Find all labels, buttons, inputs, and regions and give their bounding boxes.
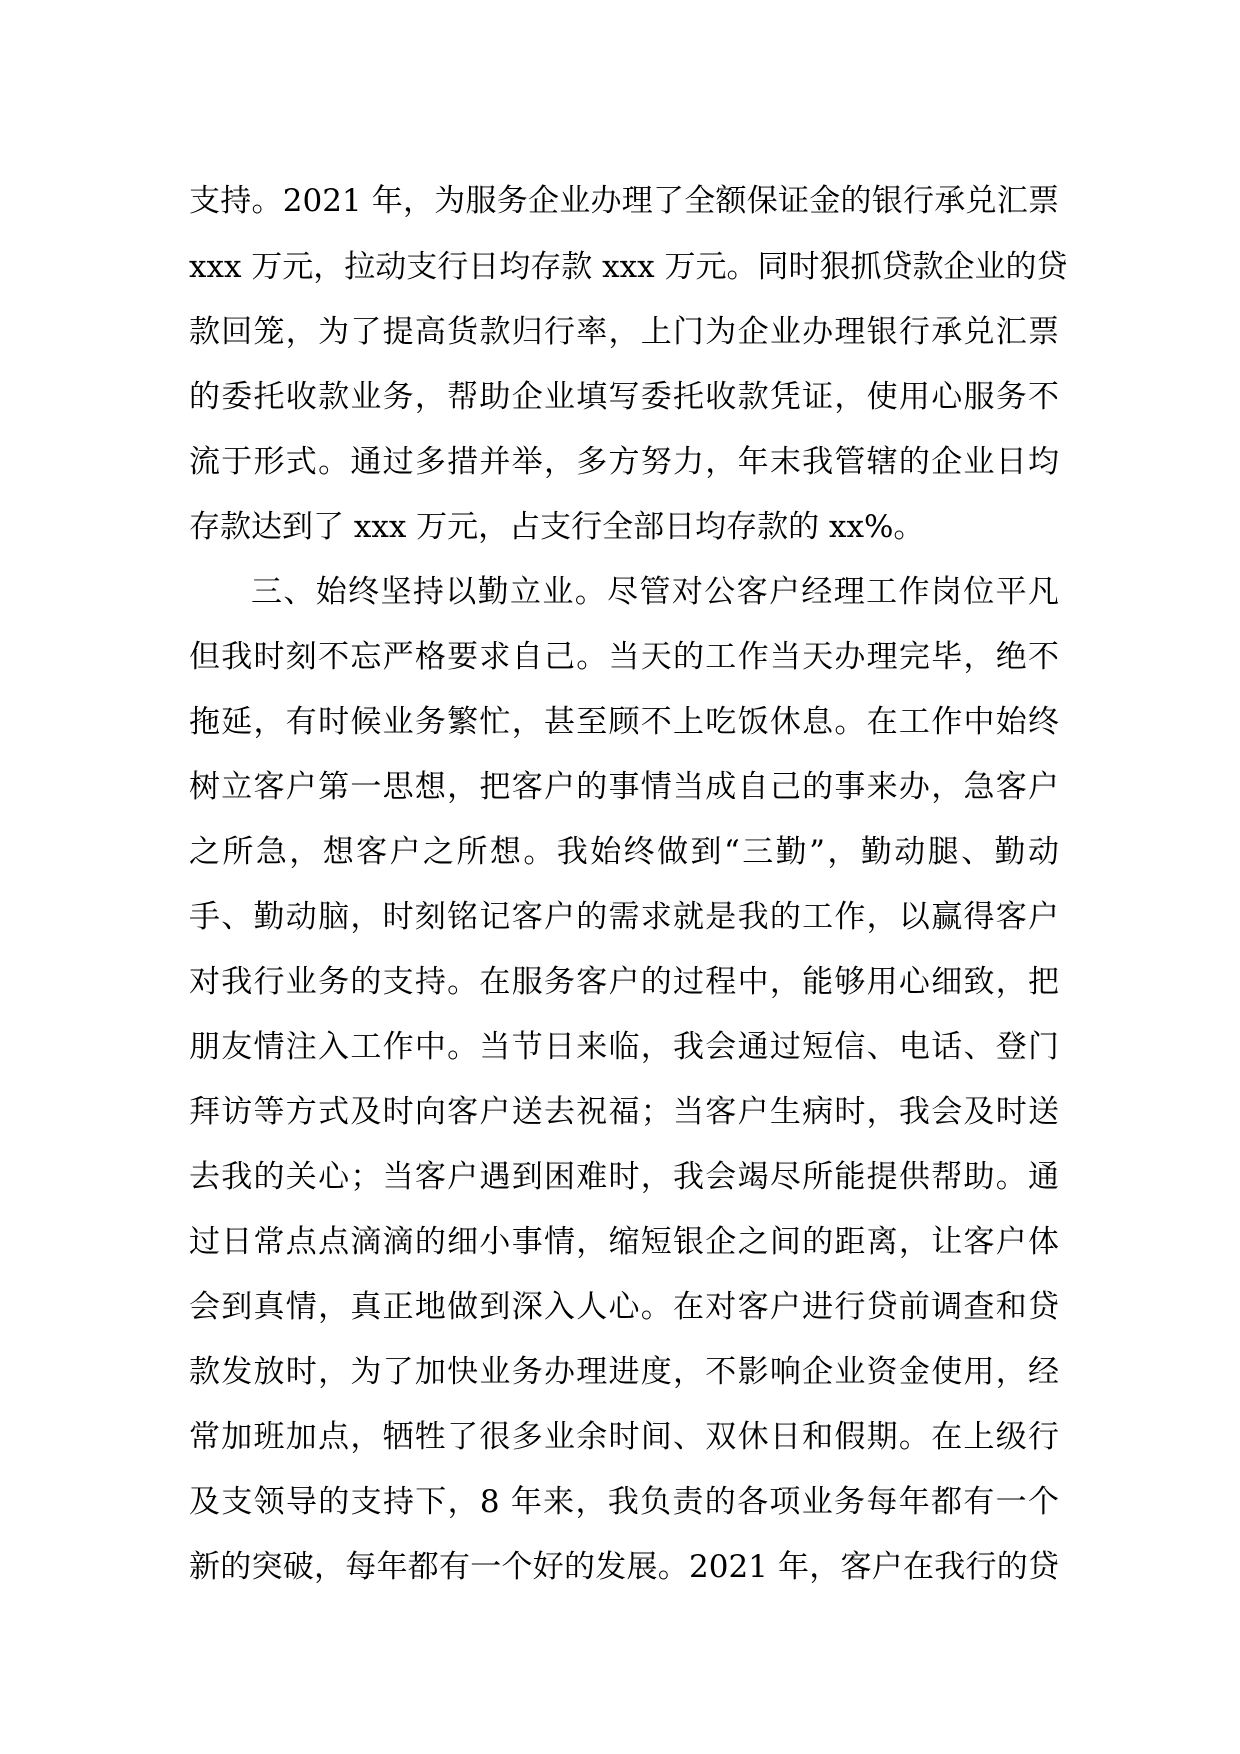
text-line: 拜访等方式及时向客户送去祝福；当客户生病时，我会及时送: [189, 1094, 1059, 1130]
text-line: 款回笼，为了提高货款归行率，上门为企业办理银行承兑汇票: [189, 314, 1059, 350]
text-line: 去我的关心；当客户遇到困难时，我会竭尽所能提供帮助。通: [189, 1159, 1059, 1195]
text-line: xxx 万元，拉动支行日均存款 xxx 万元。同时狠抓贷款企业的贷: [189, 249, 1068, 285]
text-line: 对我行业务的支持。在服务客户的过程中，能够用心细致，把: [189, 964, 1059, 1000]
text-line: 支持。2021 年，为服务企业办理了全额保证金的银行承兑汇票: [189, 183, 1059, 219]
text-line: 流于形式。通过多措并举，多方努力，年末我管辖的企业日均: [189, 444, 1059, 480]
text-line: 及支领导的支持下，8 年来，我负责的各项业务每年都有一个: [189, 1484, 1059, 1520]
text-line: 过日常点点滴滴的细小事情，缩短银企之间的距离，让客户体: [189, 1224, 1059, 1260]
text-line: 存款达到了 xxx 万元，占支行全部日均存款的 xx%。: [189, 509, 925, 545]
text-line: 款发放时，为了加快业务办理进度，不影响企业资金使用，经: [189, 1354, 1059, 1390]
text-line: 树立客户第一思想，把客户的事情当成自己的事来办，急客户: [189, 769, 1059, 805]
paragraph-heading-line: 三、始终坚持以勤立业。尽管对公客户经理工作岗位平凡: [251, 574, 1059, 610]
text-line: 朋友情注入工作中。当节日来临，我会通过短信、电话、登门: [189, 1029, 1059, 1065]
text-line: 新的突破，每年都有一个好的发展。2021 年，客户在我行的贷: [189, 1549, 1059, 1585]
text-line: 之所急，想客户之所想。我始终做到“三勤”，勤动腿、勤动: [189, 834, 1059, 870]
text-line: 手、勤动脑，时刻铭记客户的需求就是我的工作，以赢得客户: [189, 899, 1059, 935]
text-line: 常加班加点，牺牲了很多业余时间、双休日和假期。在上级行: [189, 1419, 1059, 1455]
text-line: 会到真情，真正地做到深入人心。在对客户进行贷前调查和贷: [189, 1289, 1059, 1325]
text-line: 的委托收款业务，帮助企业填写委托收款凭证，使用心服务不: [189, 379, 1059, 415]
text-line: 拖延，有时候业务繁忙，甚至顾不上吃饭休息。在工作中始终: [189, 704, 1059, 740]
text-line: 但我时刻不忘严格要求自己。当天的工作当天办理完毕，绝不: [189, 639, 1059, 675]
